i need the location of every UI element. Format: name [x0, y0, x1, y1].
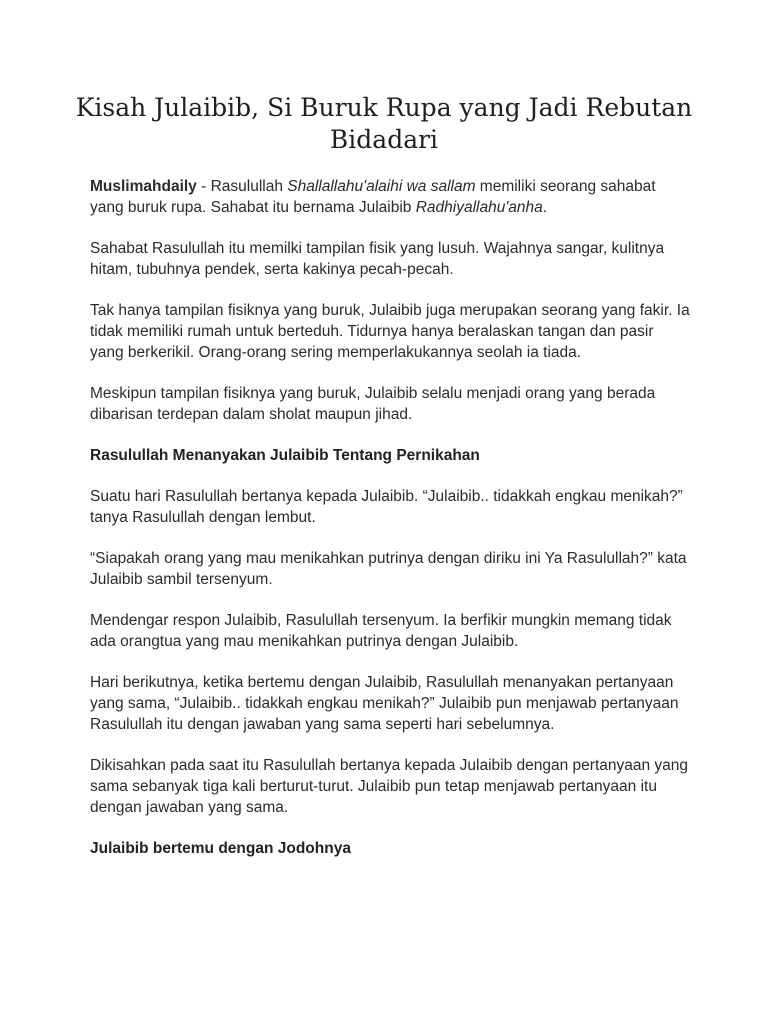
paragraph: Meskipun tampilan fisiknya yang buruk, Julaibib selalu menjadi orang yang berada dibarisan terdepan dalam sholat maupun jihad.	[90, 385, 656, 423]
paragraph-intro	[90, 176, 690, 218]
intro-text-2: memiliki seorang sahabat yang buruk rupa. Sahabat itu bernama Julaibib	[90, 178, 656, 216]
paragraph: Suatu hari Rasulullah bertanya kepada Julaibib. “Julaibib.. tidakkah engkau menikah?” tanya Rasulullah dengan lembut.	[90, 488, 683, 526]
paragraph: Mendengar respon Julaibib, Rasulullah tersenyum. Ia berfikir mungkin memang tidak ada orangtua yang mau menikahkan putrinya dengan Julaibib.	[90, 612, 672, 650]
paragraph: “Siapakah orang yang mau menikahkan putrinya dengan diriku ini Ya Rasulullah?” kata Julaibib sambil tersenyum.	[90, 550, 687, 588]
honorific-text: Radhiyallahu'anha	[415, 199, 543, 216]
intro-text-3: .	[542, 199, 548, 216]
article-title: Kisah Julaibib, Si Buruk Rupa yang Jadi Rebutan Bidadari	[75, 93, 693, 154]
paragraph: Sahabat Rasulullah itu memilki tampilan fisik yang lusuh. Wajahnya sangar, kulitnya hitam, tubuhnya pendek, serta kakinya pecah-pecah.	[90, 240, 665, 278]
paragraph: Dikisahkan pada saat itu Rasulullah bertanya kepada Julaibib dengan pertanyaan yang sama sebanyak tiga kali berturut-turut. Julaibib pun tetap menjawab pertanyaan itu dengan jawaban yang sama.	[90, 757, 689, 816]
source-name: Muslimahdaily	[90, 178, 197, 195]
section-heading: Rasulullah Menanyakan Julaibib Tentang Pernikahan	[90, 447, 480, 464]
paragraph: Tak hanya tampilan fisiknya yang buruk, Julaibib juga merupakan seorang yang fakir. Ia tidak memiliki rumah untuk berteduh. Tidurnya hanya beralaskan tangan dan pasir yang berkerikil. Orang-orang sering memperlakukannya seolah ia tiada.	[90, 302, 690, 361]
intro-text-1: - Rasulullah	[196, 178, 288, 195]
paragraph: Hari berikutnya, ketika bertemu dengan Julaibib, Rasulullah menanyakan pertanyaan yang sama, “Julaibib.. tidakkah engkau menikah?” Julaibib pun menjawab pertanyaan Rasulullah itu dengan jawaban yang sama seperti hari sebelumnya.	[90, 674, 679, 733]
section-heading: Julaibib bertemu dengan Jodohnya	[90, 840, 351, 857]
article-body	[90, 176, 690, 879]
salutation-text: Shallallahu'alaihi wa sallam	[287, 178, 476, 195]
